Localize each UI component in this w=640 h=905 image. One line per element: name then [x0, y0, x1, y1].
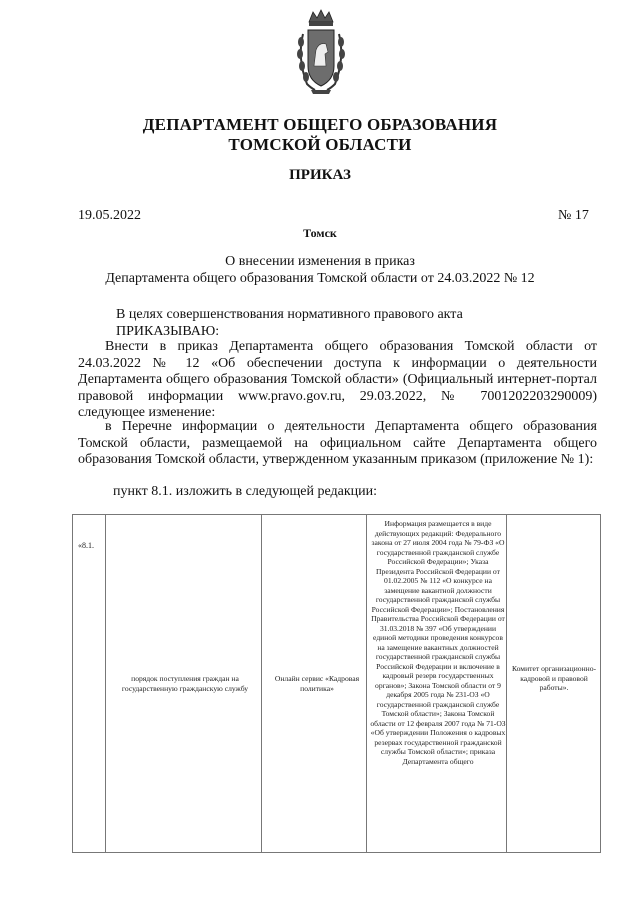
table-divider	[506, 515, 507, 852]
order-keyword: ПРИКАЗЫВАЮ:	[116, 324, 220, 339]
list-reference-paragraph: в Перечне информации о деятельности Департамента общего образования Томской области, размещаемой на официальном сайте Департамента общего образования Томской области, утвержденном указанным приказом (приложение № 1):	[78, 419, 597, 467]
document-type-title: ПРИКАЗ	[289, 167, 351, 183]
table-divider	[105, 515, 106, 852]
coat-of-arms-emblem	[295, 8, 347, 96]
table-cell-info: Информация размещается в виде действующих редакций: Федерального закона от 27 июля 2004 года № 79-ФЗ «О государственной гражданской службе Российской Федерации»; Указа Президента Российской Федерации от 01.02.2005 № 112 «О конкурсе на замещение вакантной должности государственной гражданской службы Российской Федерации»; Постановления Правительства Российской Федерации от 31.03.2018 № 397 «Об утверждении единой методики проведения конкурсов на замещение вакантных должностей государственной гражданской службы Российской Федерации и включение в кадровый резерв государственных органов»; Закона Томской области от 9 декабря 2005 года № 231-ОЗ «О государственной гражданской службе Томской области»; Закона Томской области от 12 февраля 2007 года № 71-ОЗ «Об утверждении Положения о кадровых резервах государственной гражданской службы Томской области»; приказа Департамента общего	[370, 519, 506, 766]
item-instruction-paragraph: пункт 8.1. изложить в следующей редакции:	[113, 484, 377, 499]
organization-name-line-2: ТОМСКОЙ ОБЛАСТИ	[228, 135, 412, 154]
subject-line-1: О внесении изменения в приказ	[225, 254, 415, 269]
amendment-table	[72, 514, 601, 853]
table-cell-source: Онлайн сервис «Кадровая политика»	[274, 674, 360, 693]
preamble-paragraph: В целях совершенствования нормативного правового акта	[116, 307, 463, 322]
order-date: 19.05.2022	[78, 208, 141, 223]
order-city: Томск	[303, 226, 337, 240]
order-number: № 17	[558, 208, 589, 223]
table-cell-row-number: «8.1.	[78, 541, 94, 550]
amendment-paragraph: Внести в приказ Департамента общего образования Томской области от 24.03.2022 № 12 «Об обеспечении доступа к информации о деятельности Департамента общего образования Томской области» (Официальный интернет-портал правовой информации www.pravo.gov.ru, 29.03.2022, № 7001202203290009) следующее изменение:	[78, 339, 597, 420]
organization-name-line-1: ДЕПАРТАМЕНТ ОБЩЕГО ОБРАЗОВАНИЯ	[142, 115, 498, 134]
table-cell-name: порядок поступления граждан на государственную гражданскую службу	[121, 674, 249, 693]
table-divider	[261, 515, 262, 852]
table-cell-responsible: Комитет организационно-кадровой и правовой работы».	[511, 664, 597, 692]
subject-line-2: Департамента общего образования Томской области от 24.03.2022 № 12	[105, 271, 535, 286]
